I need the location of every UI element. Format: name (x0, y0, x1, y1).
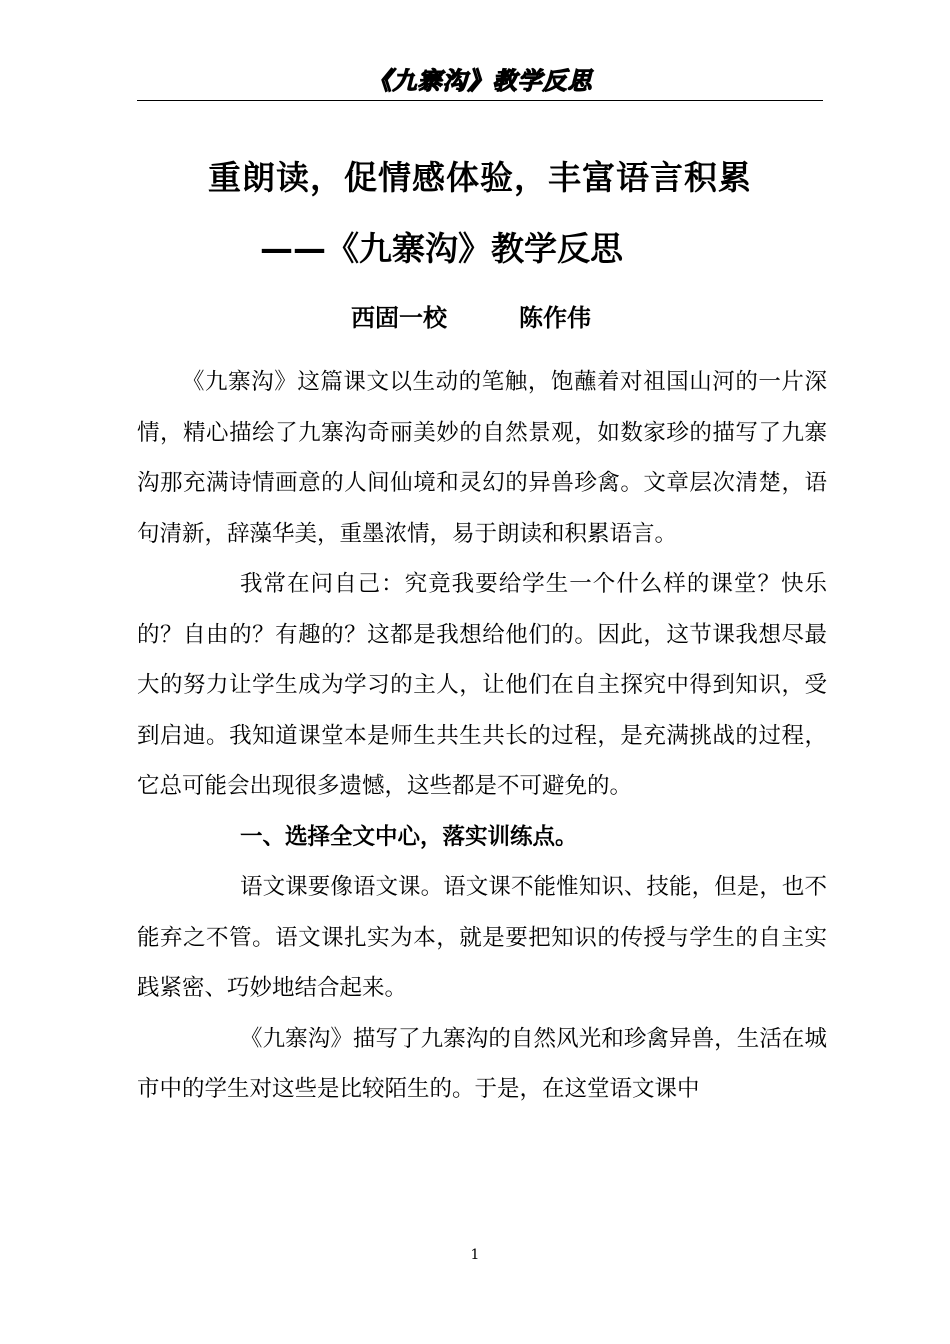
author-school: 西固一校 (351, 304, 447, 332)
paragraph-section1-a: 语文课要像语文课。语文课不能惟知识、技能，但是，也不能弃之不管。语文课扎实为本，就是要把知识的传授与学生的自主实践紧密、巧妙地结合起来。 (137, 874, 827, 1001)
author-name: 陈作伟 (519, 304, 591, 332)
document-title: 重朗读，促情感体验，丰富语言积累 (208, 158, 752, 197)
document-body (137, 357, 827, 1115)
page-header (137, 66, 823, 101)
paragraph-reflection: 我常在问自己：究竟我要给学生一个什么样的课堂？快乐的？自由的？有趣的？这都是我想给他们的。因此，这节课我想尽最大的努力让学生成为学习的主人，让他们在自主探究中得到知识，受到启迪。我知道课堂本是师生共生共长的过程，是充满挑战的过程，它总可能会出现很多遗憾，这些都是不可避免的。 (137, 571, 827, 799)
author-line (351, 298, 591, 333)
section-heading-1: 一、选择全文中心，落实训练点。 (240, 823, 578, 850)
paragraph-section1-b: 《九寨沟》描写了九寨沟的自然风光和珍禽异兽，生活在城市中的学生对这些是比较陌生的。于是，在这堂语文课中 (137, 1025, 827, 1102)
page-number: 1 (470, 1247, 480, 1263)
document-subtitle: ——《九寨沟》教学反思 (260, 229, 623, 268)
paragraph-intro: 《九寨沟》这篇课文以生动的笔触，饱蘸着对祖国山河的一片深情，精心描绘了九寨沟奇丽美妙的自然景观，如数家珍的描写了九寨沟那充满诗情画意的人间仙境和灵幻的异兽珍禽。文章层次清楚，语句清新，辞藻华美，重墨浓情，易于朗读和积累语言。 (137, 369, 827, 547)
header-title: 《九寨沟》教学反思 (367, 67, 593, 95)
